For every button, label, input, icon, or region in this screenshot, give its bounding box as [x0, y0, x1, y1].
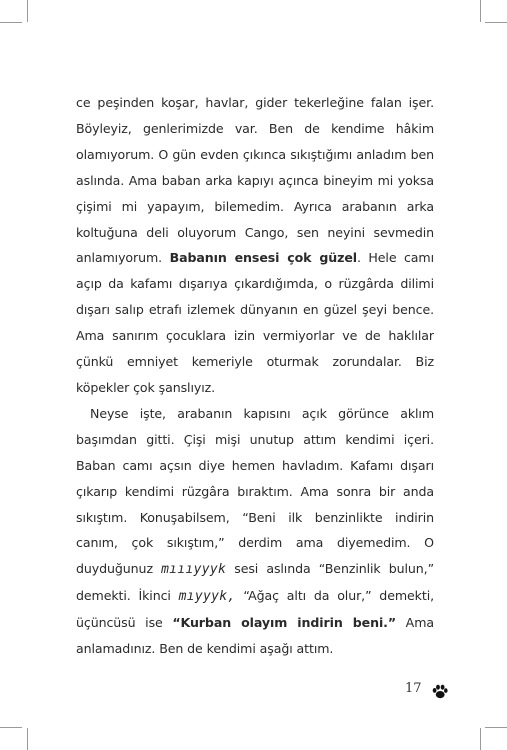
paragraph-2 [76, 401, 434, 662]
text-run: Neyse işte, arabanın kapısını açık görünce aklım başımdan gitti. Çişi mişi unutup attım kendimi içeri. Baban camı açsın diye hemen havladım. Kafamı dışarı çıkarıp kendimi rüzgâra bıraktım. Ama sonra bir anda sıkıştım. Konuşabilsem, “Beni ilk benzinlikte indirin canım, çok sıkıştım,” derdim ama diyemedim. O duyduğunuz [76, 405, 434, 577]
crop-mark-bottom-right [480, 728, 481, 750]
text-run: ce peşinden koşar, havlar, gider tekerleğine falan işer. Böyleyiz, genlerimizde var. Ben de kendime hâkim olamıyorum. O gün evden çıkınca sıkıştığımı anladım ben aslında. Ama baban arka kapıyı açınca bineyim mi yoksa çişimi mi yapayım, bilemedim. Ayrıca arabanın arka koltuğuna deli oluyorum Cango, sen neyini sevmedin anlamıyorum. [76, 95, 434, 266]
page-number: 17 [405, 681, 422, 696]
crop-mark-bottom-left-h [0, 727, 22, 728]
bold-phrase: “Kurban olayım indirin beni.” [172, 615, 397, 631]
crop-mark-top-left-h [0, 22, 22, 23]
text-run: . Hele camı açıp da kafamı dışarıya çıkardığımda, o rüzgârda dilimi dışarı salıp etrafı izlemek dünyanın en güzel şeyi bence. Ama sanırım çocuklara izin vermiyorlar ve de haklılar çünkü emniyet kemeriyle oturmak zorundalar. Biz köpekler çok şanslıyız. [76, 250, 434, 395]
crop-mark-bottom-left [27, 728, 28, 750]
text-run: “Ağaç altı da olur,” demekti, üçüncüsü ise [76, 588, 434, 631]
bold-phrase: Babanın ensesi çok güzel [169, 250, 357, 266]
paragraph-1 [76, 90, 434, 401]
paw-print-icon [432, 684, 448, 700]
body-text [76, 90, 434, 662]
crop-mark-top-right [480, 0, 481, 22]
text-run: Ama anlamadınız. Ben de kendimi aşağı attım. [76, 615, 434, 657]
handwritten-sound: mıyyyk, [178, 589, 236, 605]
handwritten-sound: mıııyyyk [161, 562, 227, 578]
text-run: sesi aslında “Benzinlik bulun,” demekti. İkinci [76, 561, 435, 604]
crop-mark-top-right-h [485, 22, 507, 23]
crop-mark-top-left [27, 0, 28, 22]
crop-mark-bottom-right-h [485, 727, 507, 728]
